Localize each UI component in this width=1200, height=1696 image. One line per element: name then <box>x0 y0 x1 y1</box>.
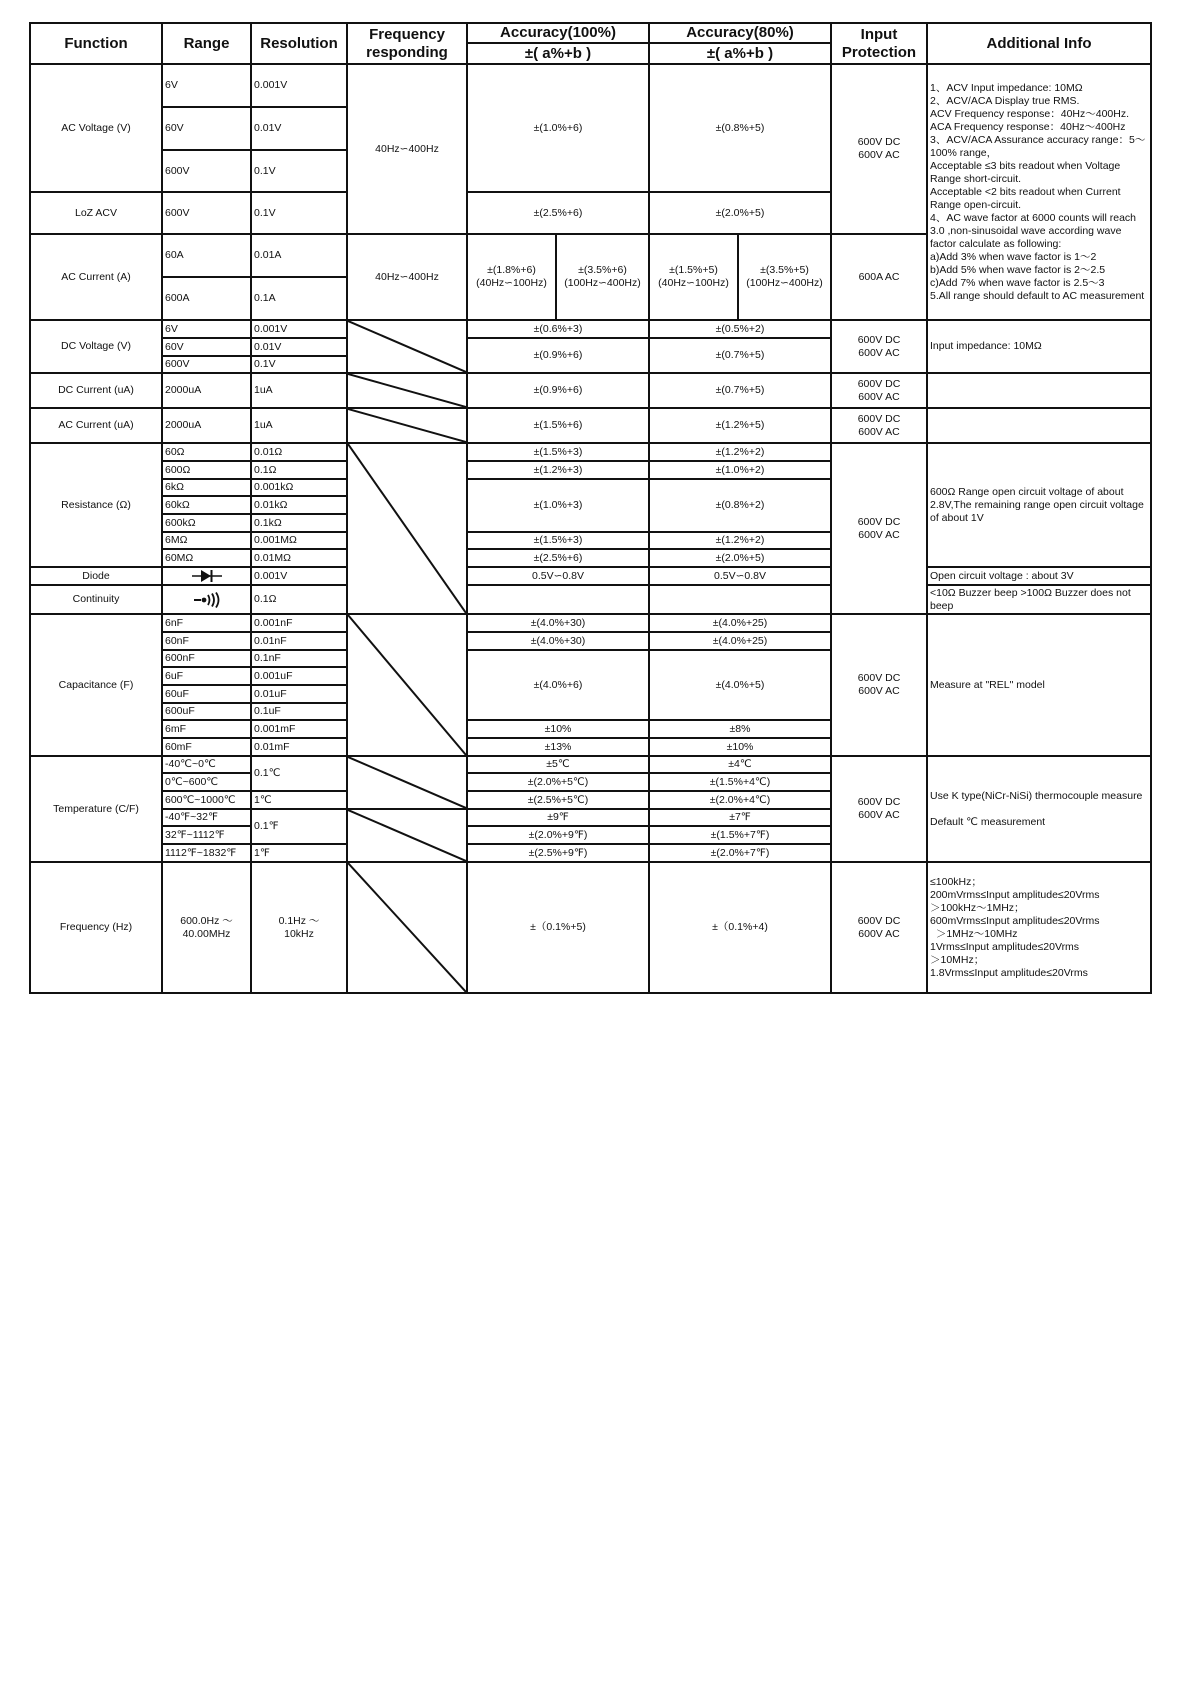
accuracy-80-cell: ±(1.2%+5) <box>649 408 831 443</box>
resolution-cell: 0.1℉ <box>251 809 347 844</box>
range-cell: 2000uA <box>162 408 251 443</box>
accuracy-100-cell: ±（0.1%+5) <box>467 862 649 993</box>
accuracy-80-cell: ±10% <box>649 738 831 756</box>
accuracy-80-cell: ±(4.0%+5) <box>649 650 831 720</box>
accuracy-100-low-cell: ±(1.8%+6) (40Hz∽100Hz) <box>467 234 556 320</box>
accuracy-80-cell: ±(4.0%+25) <box>649 632 831 650</box>
accuracy-80-cell: ±(0.8%+2) <box>649 479 831 532</box>
additional-info-dcv: Input impedance: 10MΩ <box>927 320 1151 373</box>
header-input-protection: Input Protection <box>831 23 927 64</box>
accuracy-80-cell: ±7℉ <box>649 809 831 826</box>
input-protection-cell: 600A AC <box>831 234 927 320</box>
accuracy-80-cell: ±(0.5%+2) <box>649 320 831 338</box>
header-resolution: Resolution <box>251 23 347 64</box>
accuracy-100-empty <box>467 585 649 614</box>
not-applicable-cell <box>347 756 467 809</box>
accuracy-80-cell: ±（0.1%+4) <box>649 862 831 993</box>
range-cell: 6MΩ <box>162 532 251 549</box>
accuracy-80-cell: ±(2.0%+4℃) <box>649 791 831 809</box>
function-dc-current-ua: DC Current (uA) <box>30 373 162 408</box>
range-cell: 6mF <box>162 720 251 738</box>
resolution-cell: 0.1Ω <box>251 585 347 614</box>
info-line: 3、ACV/ACA Assurance accuracy range：5～100% range， <box>930 133 1146 159</box>
accuracy-80-empty <box>649 585 831 614</box>
function-ac-current-a: AC Current (A) <box>30 234 162 320</box>
function-ac-voltage: AC Voltage (V) <box>30 64 162 192</box>
info-line: ＞10MHz； <box>930 953 985 966</box>
resolution-cell: 0.01A <box>251 234 347 277</box>
range-cell: 60mF <box>162 738 251 756</box>
accuracy-100-cell: ±(2.5%+6) <box>467 192 649 234</box>
resolution-cell: 0.1V <box>251 192 347 234</box>
accuracy-100-cell: 0.5V∽0.8V <box>467 567 649 585</box>
info-line: Acceptable <2 bits readout when Current Range open-circuit. <box>930 185 1121 211</box>
info-line: 600mVrms≤Input amplitude≤20Vrms <box>930 914 1100 927</box>
resolution-cell: 1uA <box>251 373 347 408</box>
accuracy-80-cell: ±(2.0%+5) <box>649 549 831 567</box>
input-protection-cell: 600V DC 600V AC <box>831 443 927 614</box>
info-line: c)Add 7% when wave factor is 2.5～3 <box>930 276 1105 289</box>
function-continuity: Continuity <box>30 585 162 614</box>
accuracy-100-cell: ±9℉ <box>467 809 649 826</box>
resolution-cell: 0.01mF <box>251 738 347 756</box>
resolution-cell: 0.01MΩ <box>251 549 347 567</box>
function-resistance: Resistance (Ω) <box>30 443 162 567</box>
range-cell: 600V <box>162 192 251 234</box>
accuracy-80-cell: ±(0.8%+5) <box>649 64 831 192</box>
resolution-cell: 0.001uF <box>251 667 347 685</box>
range-cell: 600A <box>162 277 251 320</box>
function-capacitance: Capacitance (F) <box>30 614 162 756</box>
accuracy-80-cell: ±(1.2%+2) <box>649 443 831 461</box>
header-frequency: Frequency responding <box>347 23 467 64</box>
accuracy-100-cell: ±10% <box>467 720 649 738</box>
resolution-cell: 0.1℃ <box>251 756 347 791</box>
input-protection-cell: 600V DC 600V AC <box>831 64 927 234</box>
accuracy-100-cell: ±(1.0%+6) <box>467 64 649 192</box>
resolution-cell: 0.01nF <box>251 632 347 650</box>
accuracy-100-cell: ±(4.0%+6) <box>467 650 649 720</box>
resolution-cell: 0.1A <box>251 277 347 320</box>
range-cell: 6kΩ <box>162 479 251 496</box>
resolution-cell: 0.01uF <box>251 685 347 703</box>
function-temperature: Temperature (C/F) <box>30 756 162 862</box>
function-ac-current-ua: AC Current (uA) <box>30 408 162 443</box>
resolution-cell: 0.001V <box>251 320 347 338</box>
accuracy-100-cell: ±(0.6%+3) <box>467 320 649 338</box>
info-line: 200mVrms≤Input amplitude≤20Vrms <box>930 888 1100 901</box>
range-cell: 600uF <box>162 703 251 720</box>
resolution-cell: 0.001mF <box>251 720 347 738</box>
input-protection-cell: 600V DC 600V AC <box>831 614 927 756</box>
info-line: b)Add 5% when wave factor is 2～2.5 <box>930 263 1106 276</box>
not-applicable-cell <box>347 614 467 756</box>
accuracy-100-cell: ±(4.0%+30) <box>467 614 649 632</box>
accuracy-100-cell: ±(2.5%+9℉) <box>467 844 649 862</box>
resolution-cell: 0.001V <box>251 64 347 107</box>
function-loz-acv: LoZ ACV <box>30 192 162 234</box>
input-protection-cell: 600V DC 600V AC <box>831 373 927 408</box>
not-applicable-cell <box>347 443 467 614</box>
diode-symbol-cell <box>162 567 251 585</box>
accuracy-100-cell: ±(1.5%+6) <box>467 408 649 443</box>
additional-info-ac <box>927 64 1151 320</box>
additional-info-empty <box>927 373 1151 408</box>
resolution-cell: 0.1V <box>251 356 347 373</box>
accuracy-100-cell: ±(2.5%+5℃) <box>467 791 649 809</box>
accuracy-80-cell: 0.5V∽0.8V <box>649 567 831 585</box>
range-cell: 600nF <box>162 650 251 667</box>
info-line: 1、ACV Input impedance: 10MΩ <box>930 81 1083 94</box>
diode-icon <box>190 569 224 583</box>
info-line: 1Vrms≤Input amplitude≤20Vrms <box>930 940 1080 953</box>
resolution-cell: 0.1kΩ <box>251 514 347 532</box>
accuracy-100-cell: ±(1.0%+3) <box>467 479 649 532</box>
range-cell: -40℉~32℉ <box>162 809 251 826</box>
not-applicable-cell <box>347 809 467 862</box>
header-function: Function <box>30 23 162 64</box>
range-cell: 6nF <box>162 614 251 632</box>
range-cell: 1112℉~1832℉ <box>162 844 251 862</box>
accuracy-100-cell: ±(2.0%+9℉) <box>467 826 649 844</box>
additional-info-empty <box>927 408 1151 443</box>
additional-info-resistance: 600Ω Range open circuit voltage of about 2.8V,The remaining range open circuit voltage of about 1V <box>927 443 1151 567</box>
input-protection-cell: 600V DC 600V AC <box>831 408 927 443</box>
header-additional-info: Additional Info <box>927 23 1151 64</box>
accuracy-80-cell: ±(0.7%+5) <box>649 373 831 408</box>
range-cell: 600V <box>162 150 251 192</box>
resolution-cell: 0.01V <box>251 107 347 150</box>
spec-table <box>29 22 1152 994</box>
not-applicable-cell <box>347 320 467 373</box>
continuity-symbol-cell <box>162 585 251 614</box>
accuracy-80-high-cell: ±(3.5%+5) (100Hz∽400Hz) <box>738 234 831 320</box>
range-cell: 60nF <box>162 632 251 650</box>
not-applicable-cell <box>347 408 467 443</box>
accuracy-80-cell: ±(1.5%+7℉) <box>649 826 831 844</box>
accuracy-80-cell: ±(2.0%+7℉) <box>649 844 831 862</box>
additional-info-diode: Open circuit voltage : about 3V <box>927 567 1151 585</box>
not-applicable-cell <box>347 373 467 408</box>
range-cell: 6uF <box>162 667 251 685</box>
info-line: Acceptable ≤3 bits readout when Voltage Range short-circuit. <box>930 159 1121 185</box>
info-line: Use K type(NiCr-NiSi) thermocouple measure <box>930 789 1143 802</box>
accuracy-80-cell: ±(1.5%+4℃) <box>649 773 831 791</box>
resolution-cell: 1uA <box>251 408 347 443</box>
resolution-cell: 0.001nF <box>251 614 347 632</box>
accuracy-100-cell: ±(1.2%+3) <box>467 461 649 479</box>
resolution-cell: 0.1V <box>251 150 347 192</box>
range-cell: 60uF <box>162 685 251 703</box>
range-cell: 600Ω <box>162 461 251 479</box>
info-line: ＞1MHz～10MHz <box>930 927 1018 940</box>
accuracy-80-cell: ±(0.7%+5) <box>649 338 831 373</box>
accuracy-80-cell: ±(2.0%+5) <box>649 192 831 234</box>
accuracy-100-cell: ±(0.9%+6) <box>467 373 649 408</box>
frequency-response-aca: 40Hz∽400Hz <box>347 234 467 320</box>
accuracy-100-cell: ±(0.9%+6) <box>467 338 649 373</box>
info-line: ACA Frequency response：40Hz～400Hz <box>930 120 1126 133</box>
header-range: Range <box>162 23 251 64</box>
accuracy-100-cell: ±(2.0%+5℃) <box>467 773 649 791</box>
info-line: ACV Frequency response：40Hz～400Hz. <box>930 107 1130 120</box>
function-diode: Diode <box>30 567 162 585</box>
input-protection-cell: 600V DC 600V AC <box>831 320 927 373</box>
input-protection-cell: 600V DC 600V AC <box>831 862 927 993</box>
resolution-cell: 0.1nF <box>251 650 347 667</box>
range-cell: 6V <box>162 320 251 338</box>
buzzer-icon <box>192 592 222 608</box>
header-accuracy-80-formula: ±( a%+b ) <box>649 43 831 64</box>
info-line: ＞100kHz～1MHz； <box>930 901 1025 914</box>
range-cell: 32℉~1112℉ <box>162 826 251 844</box>
additional-info-temperature <box>927 756 1151 862</box>
info-line: 2、ACV/ACA Display true RMS. <box>930 94 1080 107</box>
function-dc-voltage: DC Voltage (V) <box>30 320 162 373</box>
accuracy-80-cell: ±(1.2%+2) <box>649 532 831 549</box>
function-frequency: Frequency (Hz) <box>30 862 162 993</box>
resolution-cell: 0.1Hz ～ 10kHz <box>251 862 347 993</box>
resolution-cell: 1℉ <box>251 844 347 862</box>
additional-info-continuity: <10Ω Buzzer beep >100Ω Buzzer does not beep <box>927 585 1151 614</box>
additional-info-capacitance: Measure at "REL" model <box>927 614 1151 756</box>
info-line: ≤100kHz； <box>930 875 982 888</box>
accuracy-100-cell: ±(1.5%+3) <box>467 532 649 549</box>
range-cell: 600kΩ <box>162 514 251 532</box>
accuracy-80-cell: ±4℃ <box>649 756 831 773</box>
accuracy-100-cell: ±(4.0%+30) <box>467 632 649 650</box>
range-cell: 0℃~600℃ <box>162 773 251 791</box>
header-accuracy-80: Accuracy(80%) <box>649 23 831 43</box>
info-line: a)Add 3% when wave factor is 1～2 <box>930 250 1097 263</box>
info-line: Default ℃ measurement <box>930 815 1046 828</box>
header-accuracy-100: Accuracy(100%) <box>467 23 649 43</box>
resolution-cell: 0.1uF <box>251 703 347 720</box>
range-cell: -40℃~0℃ <box>162 756 251 773</box>
accuracy-80-cell: ±(1.0%+2) <box>649 461 831 479</box>
accuracy-100-cell: ±5℃ <box>467 756 649 773</box>
range-cell: 60Ω <box>162 443 251 461</box>
accuracy-100-cell: ±13% <box>467 738 649 756</box>
info-line: 1.8Vrms≤Input amplitude≤20Vrms <box>930 966 1088 979</box>
info-line: 5.All range should default to AC measurement <box>930 289 1145 302</box>
range-cell: 600.0Hz ～ 40.00MHz <box>162 862 251 993</box>
additional-info-frequency <box>927 862 1151 993</box>
range-cell: 60V <box>162 338 251 356</box>
resolution-cell: 0.1Ω <box>251 461 347 479</box>
range-cell: 6V <box>162 64 251 107</box>
range-cell: 60MΩ <box>162 549 251 567</box>
range-cell: 60V <box>162 107 251 150</box>
resolution-cell: 0.01kΩ <box>251 496 347 514</box>
input-protection-cell: 600V DC 600V AC <box>831 756 927 862</box>
range-cell: 600V <box>162 356 251 373</box>
resolution-cell: 1℃ <box>251 791 347 809</box>
info-line: 4、AC wave factor at 6000 counts will reach 3.0 ,non-sinusoidal wave according wave factor calculate as following: <box>930 211 1137 250</box>
accuracy-80-cell: ±(4.0%+25) <box>649 614 831 632</box>
resolution-cell: 0.001kΩ <box>251 479 347 496</box>
accuracy-100-cell: ±(2.5%+6) <box>467 549 649 567</box>
range-cell: 2000uA <box>162 373 251 408</box>
range-cell: 60kΩ <box>162 496 251 514</box>
resolution-cell: 0.001MΩ <box>251 532 347 549</box>
resolution-cell: 0.01Ω <box>251 443 347 461</box>
accuracy-80-low-cell: ±(1.5%+5) (40Hz∽100Hz) <box>649 234 738 320</box>
range-cell: 60A <box>162 234 251 277</box>
resolution-cell: 0.001V <box>251 567 347 585</box>
not-applicable-cell <box>347 862 467 993</box>
accuracy-100-cell: ±(1.5%+3) <box>467 443 649 461</box>
header-accuracy-100-formula: ±( a%+b ) <box>467 43 649 64</box>
accuracy-100-high-cell: ±(3.5%+6) (100Hz∽400Hz) <box>556 234 649 320</box>
resolution-cell: 0.01V <box>251 338 347 356</box>
frequency-response-acv: 40Hz∽400Hz <box>347 64 467 234</box>
range-cell: 600℃~1000℃ <box>162 791 251 809</box>
accuracy-80-cell: ±8% <box>649 720 831 738</box>
